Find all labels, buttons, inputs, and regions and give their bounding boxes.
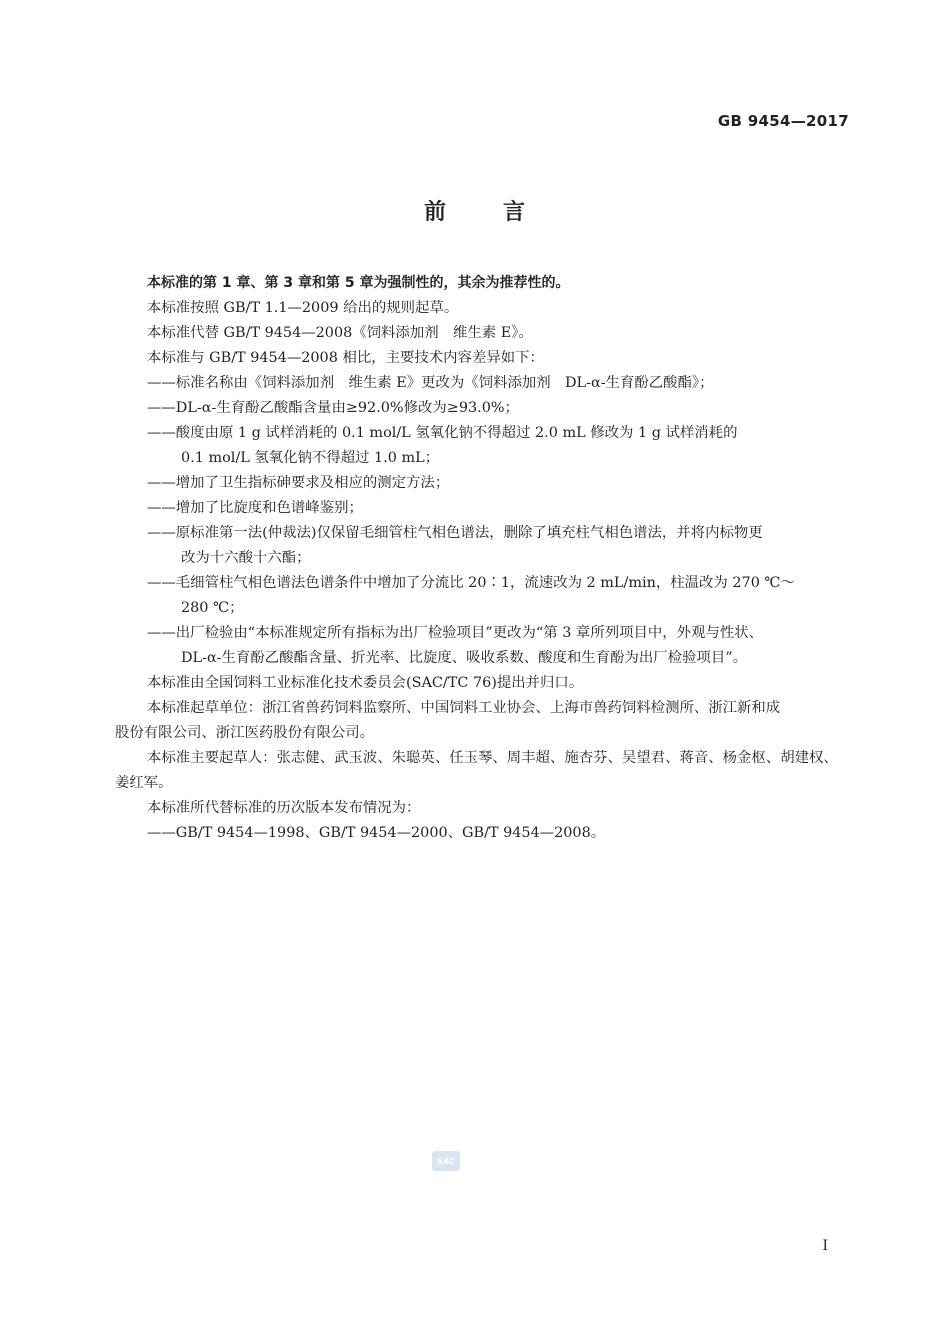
list-item <box>115 496 850 521</box>
sac-watermark-logo: SAC <box>432 1151 460 1171</box>
drafters-continuation: 姜红军。 <box>115 775 173 791</box>
title-char-1: 前 <box>423 200 447 225</box>
drafters-paragraph: 本标准主要起草人：张志健、武玉波、朱聪英、任玉琴、周丰超、施杏芬、吴望君、蒋音、杨金枢、胡建权、 <box>147 750 838 766</box>
foreword-body <box>115 271 850 846</box>
list-item-text: ——酸度由原 1 g 试样消耗的 0.1 mol/L 氢氧化钠不得超过 2.0 mL 修改为 1 g 试样消耗的 <box>147 425 738 441</box>
list-item-continuation: 280 ℃； <box>181 600 244 616</box>
drafting-rule-paragraph: 本标准按照 GB/T 1.1—2009 给出的规则起草。 <box>147 300 459 316</box>
list-item <box>115 421 850 471</box>
history-versions: ——GB/T 9454—1998、GB/T 9454—2000、GB/T 9454—2008。 <box>147 825 606 841</box>
list-item <box>115 396 850 421</box>
drafting-units-paragraph: 本标准起草单位：浙江省兽药饲料监察所、中国饲料工业协会、上海市兽药饲料检测所、浙江新和成 <box>147 700 781 716</box>
title-char-2: 言 <box>503 200 527 225</box>
list-item-text: ——增加了比旋度和色谱峰鉴别； <box>147 500 363 516</box>
list-item-text: ——毛细管柱气相色谱法色谱条件中增加了分流比 20∶1，流速改为 2 mL/min，柱温改为 270 ℃～ <box>147 575 795 591</box>
list-item-continuation: 0.1 mol/L 氢氧化钠不得超过 1.0 mL； <box>181 450 440 466</box>
list-item <box>115 571 850 621</box>
list-item-text: ——DL-α-生育酚乙酸酯含量由≥92.0%修改为≥93.0%； <box>147 400 519 416</box>
list-item <box>115 371 850 396</box>
list-item <box>115 621 850 671</box>
list-item-text: ——标准名称由《饲料添加剂 维生素 E》更改为《饲料添加剂 DL-α-生育酚乙酸酯》； <box>147 375 714 391</box>
page-title <box>0 195 950 226</box>
list-item-continuation: DL-α-生育酚乙酸酯含量、折光率、比旋度、吸收系数、酸度和生育酚为出厂检验项目”。 <box>181 650 747 666</box>
list-item <box>115 471 850 496</box>
list-item-text: ——原标准第一法(仲裁法)仅保留毛细管柱气相色谱法，删除了填充柱气相色谱法，并将内标物更 <box>147 525 763 541</box>
list-item-continuation: 改为十六酸十六酯； <box>181 550 311 566</box>
history-intro: 本标准所代替标准的历次版本发布情况为： <box>147 800 421 816</box>
replaces-paragraph: 本标准代替 GB/T 9454—2008《饲料添加剂 维生素 E》。 <box>147 325 533 341</box>
differences-intro: 本标准与 GB/T 9454—2008 相比，主要技术内容差异如下： <box>147 350 544 366</box>
standard-code: GB 9454—2017 <box>717 112 849 130</box>
page-number: I <box>822 1238 828 1254</box>
proposer-paragraph: 本标准由全国饲料工业标准化技术委员会(SAC/TC 76)提出并归口。 <box>147 675 584 691</box>
mandatory-statement: 本标准的第 1 章、第 3 章和第 5 章为强制性的，其余为推荐性的。 <box>147 275 570 291</box>
list-item <box>115 521 850 571</box>
list-item-text: ——增加了卫生指标砷要求及相应的测定方法； <box>147 475 450 491</box>
list-item-text: ——出厂检验由“本标准规定所有指标为出厂检验项目”更改为“第 3 章所列项目中，外观与性状、 <box>147 625 764 641</box>
drafting-units-continuation: 股份有限公司、浙江医药股份有限公司。 <box>115 725 375 741</box>
